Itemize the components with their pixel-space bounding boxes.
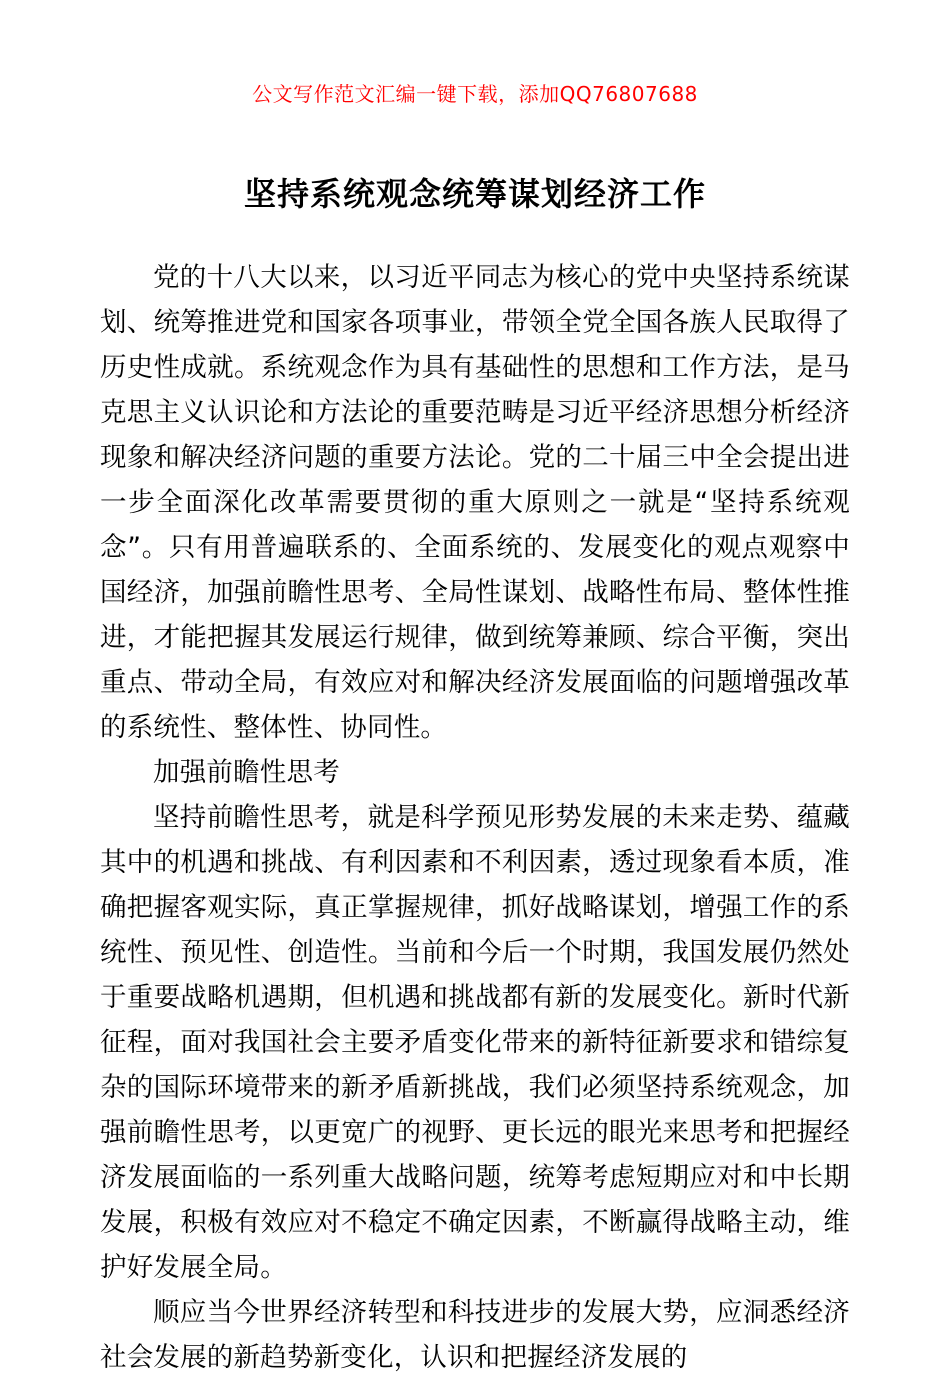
document-body [100,255,850,1380]
paragraph-heading: 加强前瞻性思考 [153,757,340,788]
paragraph: 党的十八大以来，以习近平同志为核心的党中央坚持系统谋划、统筹推进党和国家各项事业，带领全党全国各族人民取得了历史性成就。系统观念作为具有基础性的思想和工作方法，是马克思主义认识论和方法论的重要范畴是习近平经济思想分析经济现象和解决经济问题的重要方法论。党的二十届三中全会提出进一步全面深化改革需要贯彻的重大原则之一就是“坚持系统观念”。只有用普遍联系的、全面系统的、发展变化的观点观察中国经济，加强前瞻性思考、全局性谋划、战略性布局、整体性推进，才能把握其发展运行规律，做到统筹兼顾、综合平衡，突出重点、带动全局，有效应对和解决经济发展面临的问题增强改革的系统性、整体性、协同性。 [100,262,850,743]
page-title: 坚持系统观念统筹谋划经济工作 [243,175,706,213]
paragraph: 顺应当今世界经济转型和科技进步的发展大势，应洞悉经济社会发展的新趋势新变化，认识和把握经济发展的 [100,1297,850,1373]
promo-banner: 公文写作范文汇编一键下载，添加QQ76807688 [252,82,698,106]
paragraph: 坚持前瞻性思考，就是科学预见形势发展的未来走势、蕴藏其中的机遇和挑战、有利因素和不利因素，透过现象看本质，准确把握客观实际，真正掌握规律，抓好战略谋划，增强工作的系统性、预见性、创造性。当前和今后一个时期，我国发展仍然处于重要战略机遇期，但机遇和挑战都有新的发展变化。新时代新征程，面对我国社会主要矛盾变化带来的新特征新要求和错综复杂的国际环境带来的新矛盾新挑战，我们必须坚持系统观念，加强前瞻性思考，以更宽广的视野、更长远的眼光来思考和把握经济发展面临的一系列重大战略问题，统筹考虑短期应对和中长期发展，积极有效应对不稳定不确定因素，不断赢得战略主动，维护好发展全局。 [100,802,850,1283]
